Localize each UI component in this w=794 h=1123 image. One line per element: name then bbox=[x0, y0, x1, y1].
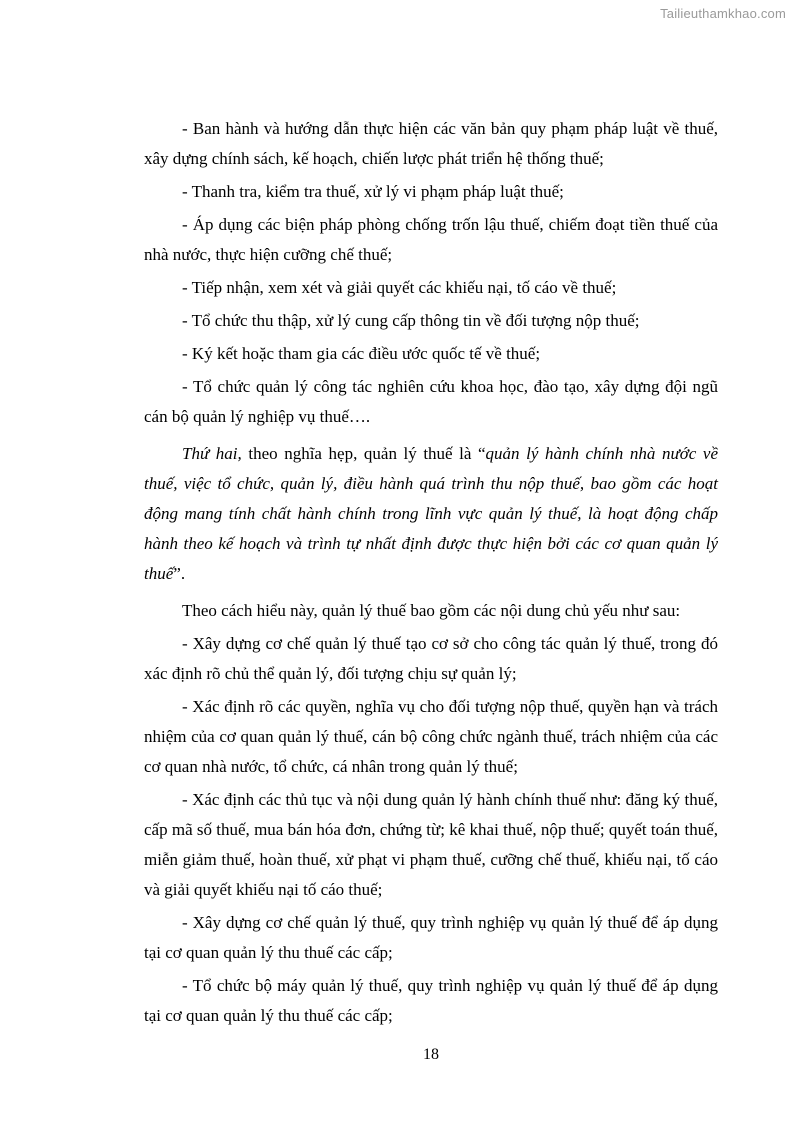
paragraph: - Thanh tra, kiểm tra thuế, xử lý vi phạm pháp luật thuế; bbox=[182, 182, 564, 201]
paragraph: - Tổ chức bộ máy quản lý thuế, quy trình nghiệp vụ quản lý thuế để áp dụng tại cơ quan quản lý thu thuế các cấp; bbox=[144, 976, 718, 1025]
paragraph-definition bbox=[144, 439, 718, 589]
paragraph: - Ban hành và hướng dẫn thực hiện các văn bản quy phạm pháp luật về thuế, xây dựng chính sách, kế hoạch, chiến lược phát triển hệ thống thuế; bbox=[144, 119, 718, 168]
paragraph: Theo cách hiểu này, quản lý thuế bao gồm các nội dung chủ yếu như sau: bbox=[182, 601, 681, 620]
page-number: 18 bbox=[423, 1046, 439, 1063]
paragraph-text: ”. bbox=[173, 564, 186, 583]
paragraph: - Tổ chức quản lý công tác nghiên cứu khoa học, đào tạo, xây dựng đội ngũ cán bộ quản lý nghiệp vụ thuế…. bbox=[144, 377, 718, 426]
paragraph-text: theo nghĩa hẹp, quản lý thuế là “ bbox=[241, 444, 486, 463]
watermark-text: Tailieuthamkhao.com bbox=[660, 6, 786, 21]
document-body bbox=[144, 114, 718, 1031]
paragraph: - Xác định các thủ tục và nội dung quản lý hành chính thuế như: đăng ký thuế, cấp mã số thuế, mua bán hóa đơn, chứng từ; kê khai thuế, nộp thuế; quyết toán thuế, miễn giảm thuế, hoàn thuế, xử phạt vi phạm thuế, cưỡng chế thuế, khiếu nại, tố cáo và giải quyết khiếu nại tố cáo thuế; bbox=[144, 790, 718, 899]
paragraph-quote: quản lý hành chính nhà nước về thuế, việc tổ chức, quản lý, điều hành quá trình thu nộp thuế, bao gồm các hoạt động mang tính chất hành chính trong lĩnh vực quản lý thuế, là hoạt động chấp hành theo kế hoạch và trình tự nhất định được thực hiện bởi các cơ quan quản lý thuế bbox=[144, 444, 718, 583]
paragraph: - Ký kết hoặc tham gia các điều ước quốc tế về thuế; bbox=[182, 344, 541, 363]
paragraph-lead: Thứ hai, bbox=[182, 444, 242, 463]
paragraph: - Tổ chức thu thập, xử lý cung cấp thông tin về đối tượng nộp thuế; bbox=[182, 311, 640, 330]
paragraph: - Xây dựng cơ chế quản lý thuế, quy trình nghiệp vụ quản lý thuế để áp dụng tại cơ quan quản lý thu thuế các cấp; bbox=[144, 913, 718, 962]
paragraph: - Tiếp nhận, xem xét và giải quyết các khiếu nại, tố cáo về thuế; bbox=[182, 278, 617, 297]
paragraph: - Áp dụng các biện pháp phòng chống trốn lậu thuế, chiếm đoạt tiền thuế của nhà nước, thực hiện cưỡng chế thuế; bbox=[144, 215, 718, 264]
paragraph: - Xác định rõ các quyền, nghĩa vụ cho đối tượng nộp thuế, quyền hạn và trách nhiệm của cơ quan quản lý thuế, cán bộ công chức ngành thuế, trách nhiệm của các cơ quan nhà nước, tổ chức, cá nhân trong quản lý thuế; bbox=[144, 697, 718, 776]
paragraph: - Xây dựng cơ chế quản lý thuế tạo cơ sở cho công tác quản lý thuế, trong đó xác định rõ chủ thể quản lý, đối tượng chịu sự quản lý; bbox=[144, 634, 718, 683]
